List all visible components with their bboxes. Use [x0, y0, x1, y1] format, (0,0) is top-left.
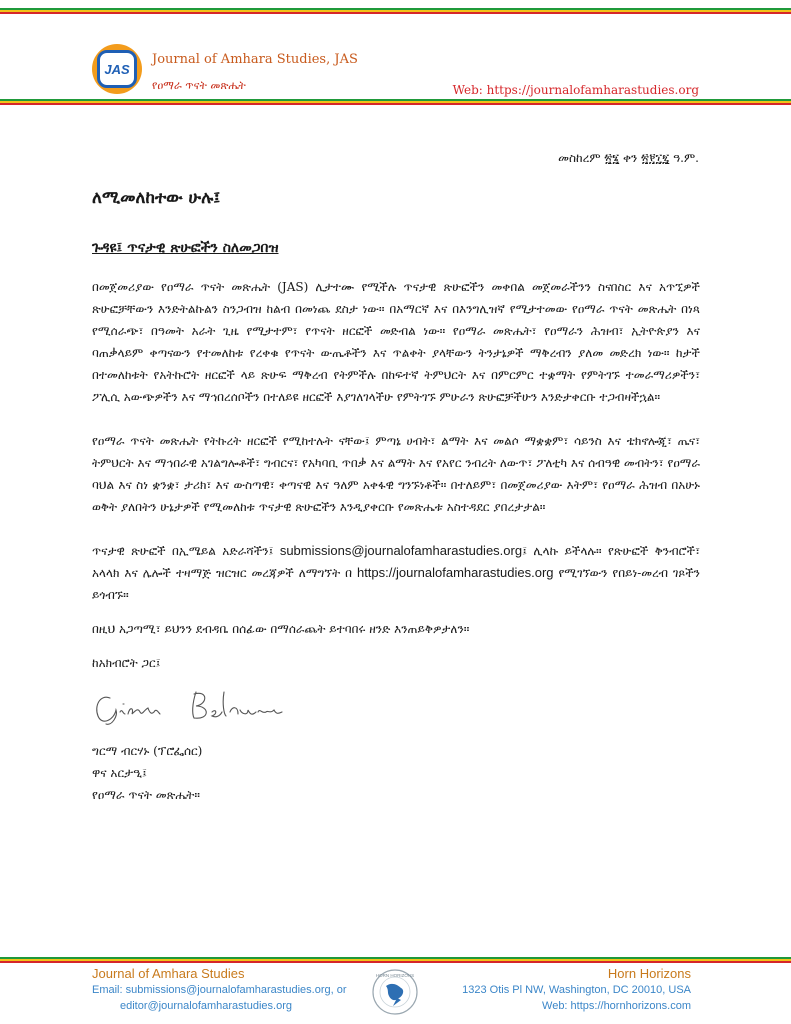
journal-title-en: Journal of Amhara Studies, JAS: [152, 52, 358, 67]
horn-logo-text: HORN HORIZONS: [375, 973, 415, 978]
footer-flag-stripe: [0, 957, 791, 965]
signer-name: ግርማ ብርሃኑ (ፕሮፌሰር): [92, 744, 203, 758]
footer-website[interactable]: Web: https://hornhorizons.com: [542, 1000, 691, 1012]
salutation: ለሚመለከተው ሁሉ፤: [92, 188, 221, 208]
horn-horizons-logo: [371, 968, 419, 1016]
paragraph-2: የዐማራ ጥናት መጽሔት የትኩረት ዘርፎች የሚከተሉት ናቸው፤ ምጣኔ ሀብት፣ ልማት እና መልሶ ማቋቋም፣ ሳይንስ እና ቴክኖሎጂ፣ ጤና፣ ትምህርት እና ማኅበራዊ አገልግሎቶች፣ ግብርና፣ የአካባቢ ጥበቃ እና ልማት እና የአየር ንብረት ለውጥ፣ ፖለቲካ እና ሰብዓዊ መብትን፣ የዐማራ ባህል እና ስነ ቋንቋ፣ ታሪክ፣ እና ውስጣዊ፣ ቀጣናዊ እና ዓለም አቀፋዊ ግንኙነቶች። በተለይም፣ በመጀመሪያው እትም፣ የዐማራ ሕዝብ በአሁኑ ወቅት ያለበትን ሁኔታዎች የሚመለከቱ ጥናታዊ ጽሁፎችን እንዲያቀርቡ የመጽሔቱ አስተዳደር ያበረታታል።: [92, 434, 700, 514]
footer-left: [92, 966, 347, 1014]
footer-email-line-2[interactable]: editor@journalofamharastudies.org: [120, 1000, 292, 1012]
p3-part-a: ጥናታዊ ጽሁፎች በኢሜይል አድራሻችን፤: [92, 544, 274, 558]
paragraph-1: በመጀመሪያው የዐማራ ጥናት መጽሔት (JAS) ሊታተሙ የሚችሉ ጥናታዊ ጽሁፎችን መቀበል መጀመራችንን ስናበስር እና አጥኚዎች ጽሁፎቻቸውን እንድትልኩልን ስንጋብዝ ከልብ በመነጨ ደስታ ነው። በአማርኛ እና በእንግሊዝኛ የሚታተመው የዐማራ ጥናት መጽሔት በነጻ የሚሰራጭ፣ በዓመት አራት ጊዜ የሚታተም፣ የጥናት ዘርፎች መድብል ነው። የዐማራ መጽሔት፣ የዐማራን ሕዝብ፣ ኢትዮጵያን እና ባጠቃላይም ቀጣናውን የተመለከቱ የረቀቁ የጥናት ውጤቶችን እና ጥልቀት ያላቸውን ትንታኔዎች ማቅረብን ያለመ መድረክ ነው። ከታች በተመለከቱት የአትኩሮት ዘርፎች ላይ ጽሁፍ ማቅረብ የትምችሉ በከፍተኛ ትምህርት እና በምርምር ተቋማት የምትገኙ ተመራማሪዎችን፣ ፖሊሲ አውጭዎችን እና ማኅበረሰቦችን በተለይዩ ዘርፎች እያገለገላችሁ የምትገኙ ምሁራን ጽሁፎቻችሁን እንድታቀርቡ ተጋብዛችኋል።: [92, 280, 700, 404]
header-website[interactable]: Web: https://journalofamharastudies.org: [452, 83, 699, 97]
paragraph-4: በዚህ አጋጣሚ፣ ይህንን ደብዳቤ በሰፊው በማሰራጨት ይተባበሩ ዘንድ እንጠይቅዎታለን።: [92, 622, 470, 636]
date-day: ፳፮: [604, 151, 620, 165]
footer-address: 1323 Otis Pl NW, Washington, DC 20010, USA: [462, 984, 691, 996]
journal-title-am: የዐማራ ጥናት መጽሔት: [152, 79, 246, 92]
signer-organization: የዐማራ ጥናት መጽሔት።: [92, 788, 200, 802]
jas-logo-text: JAS: [104, 61, 130, 77]
journal-website-link[interactable]: https://journalofamharastudies.org: [356, 565, 554, 580]
header-flag-stripe: [0, 8, 791, 16]
p3-part-c: የሚገኘውን የበይነ-መረብ ገጾችን ይጎብኙ።: [92, 566, 700, 602]
date-mid: ቀን: [622, 151, 638, 165]
jas-logo: [92, 44, 142, 94]
p3-part-b: ፤ ሊላኩ ይችላሉ። የጽሁፎች ቅንብሮች፣ አላላክ እና ሌሎች ተዛማጅ ዝርዝር መረጃዎች ለማግኘት በ: [92, 544, 700, 580]
handwritten-signature: [92, 684, 292, 728]
signer-title: ዋና አርታዒ፤: [92, 766, 147, 780]
date-month: መስከረም: [558, 151, 601, 165]
date-year: ፳፻፲፯: [641, 151, 670, 165]
footer-org-name: Horn Horizons: [607, 966, 691, 981]
subject-line: ጉዳዩ፤ ጥናታዊ ጽሁፎችን ስለመጋበዝ: [92, 240, 279, 256]
footer-journal-name: Journal of Amhara Studies: [92, 966, 245, 981]
paragraph-3: [92, 540, 700, 606]
closing: ከአክብሮት ጋር፤: [92, 656, 161, 670]
footer-right: [462, 966, 691, 1014]
footer-email-line-1[interactable]: Email: submissions@journalofamharastudies.org, or: [92, 984, 347, 996]
letter-date: [558, 151, 699, 166]
header-divider-stripe: [0, 99, 791, 107]
submissions-email-link[interactable]: submissions@journalofamharastudies.org: [279, 543, 523, 558]
date-era: ዓ.ም.: [673, 151, 699, 165]
